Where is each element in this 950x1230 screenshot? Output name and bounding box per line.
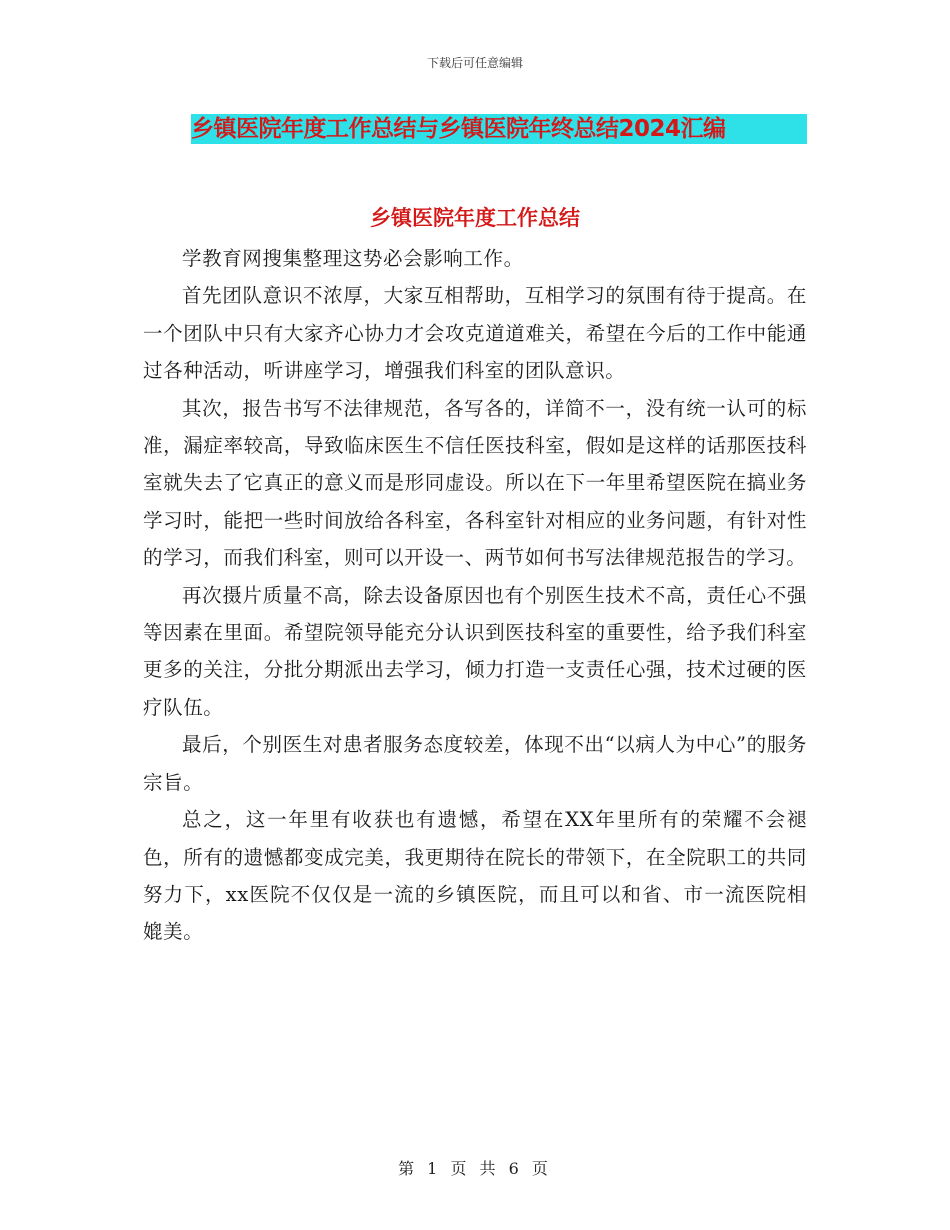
paragraph: 再次摄片质量不高，除去设备原因也有个别医生技术不高，责任心不强等因素在里面。希望院领导能充分认识到医技科室的重要性，给予我们科室更多的关注，分批分期派出去学习，倾力打造一支责任心强，技术过硬的医疗队伍。 <box>143 583 807 719</box>
page-footer: 第 1 页 共 6 页 <box>398 1159 552 1178</box>
paragraph: 首先团队意识不浓厚，大家互相帮助，互相学习的氛围有待于提高。在一个团队中只有大家齐心协力才会攻克道道难关，希望在今后的工作中能通过各种活动，听讲座学习，增强我们科室的团队意识。 <box>143 284 807 383</box>
document-title: 乡镇医院年度工作总结与乡镇医院年终总结2024汇编 <box>191 114 807 144</box>
header-note: 下载后可任意编辑 <box>426 56 523 70</box>
document-body <box>143 240 807 951</box>
paragraph: 总之，这一年里有收获也有遗憾，希望在XX年里所有的荣耀不会褪色，所有的遗憾都变成完美，我更期待在院长的带领下，在全院职工的共同努力下，xx医院不仅仅是一流的乡镇医院，而且可以和省、市一流医院相媲美。 <box>143 808 807 944</box>
paragraph: 其次，报告书写不法律规范，各写各的，详简不一，没有统一认可的标准，漏症率较高，导致临床医生不信任医技科室，假如是这样的话那医技科室就失去了它真正的意义而是形同虚设。所以在下一年里希望医院在搞业务学习时，能把一些时间放给各科室，各科室针对相应的业务问题，有针对性的学习，而我们科室，则可以开设一、两节如何书写法律规范报告的学习。 <box>143 396 807 570</box>
paragraph: 最后，个别医生对患者服务态度较差，体现不出“以病人为中心”的服务宗旨。 <box>143 733 807 794</box>
section-title: 乡镇医院年度工作总结 <box>370 206 580 230</box>
paragraph: 学教育网搜集整理这势必会影响工作。 <box>182 247 524 270</box>
